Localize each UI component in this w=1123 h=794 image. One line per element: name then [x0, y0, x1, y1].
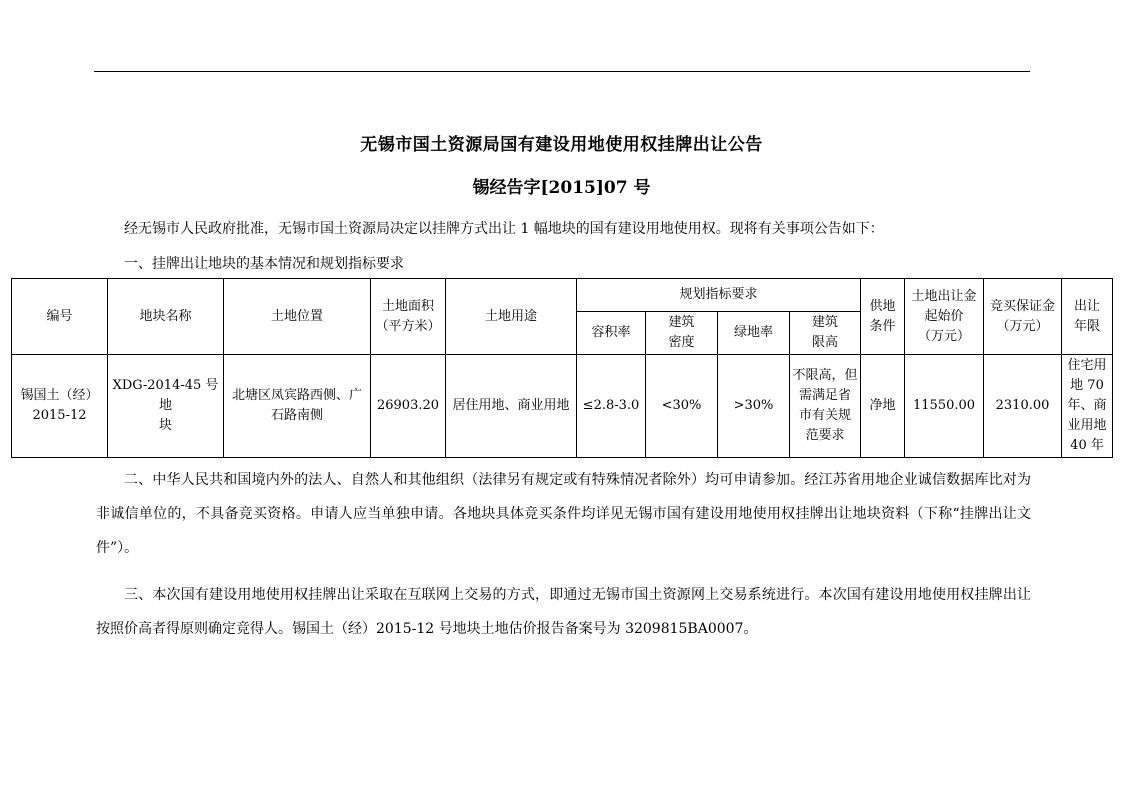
- cell-deposit: 2310.00: [984, 355, 1062, 458]
- header-start-price: 土地出让金 起始价 （万元）: [905, 279, 984, 355]
- cell-supply: 净地: [861, 355, 905, 458]
- header-deposit: 竞买保证金 （万元）: [984, 279, 1062, 355]
- header-area: 土地面积 （平方米）: [371, 279, 446, 355]
- cell-start-price: 11550.00: [905, 355, 984, 458]
- cell-area: 26903.20: [371, 355, 446, 458]
- cell-green-rate: >30%: [718, 355, 790, 458]
- cell-location: 北塘区凤宾路西侧、广 石路南侧: [224, 355, 371, 458]
- cell-number: 锡国土（经） 2015-12: [12, 355, 108, 458]
- cell-use: 居住用地、商业用地: [446, 355, 577, 458]
- header-number: 编号: [12, 279, 108, 355]
- intro-paragraph: 经无锡市人民政府批准，无锡市国土资源局决定以挂牌方式出让 1 幅地块的国有建设用地使用权。现将有关事项公告如下：: [124, 221, 884, 237]
- cell-far: ≤2.8-3.0: [577, 355, 646, 458]
- header-supply: 供地 条件: [861, 279, 905, 355]
- document-title: 无锡市国土资源局国有建设用地使用权挂牌出让公告: [360, 135, 763, 155]
- header-location: 土地位置: [224, 279, 371, 355]
- cell-parcel-name: XDG-2014-45 号地 块: [108, 355, 224, 458]
- cell-density: <30%: [646, 355, 718, 458]
- section-1-heading: 一、挂牌出让地块的基本情况和规划指标要求: [124, 256, 404, 272]
- table-row: [12, 355, 1113, 458]
- header-use: 土地用途: [446, 279, 577, 355]
- land-parcel-table: [11, 278, 1113, 458]
- header-height: 建筑 限高: [790, 312, 861, 355]
- header-planning-group: 规划指标要求: [577, 279, 861, 312]
- header-term: 出让 年限: [1062, 279, 1113, 355]
- document-number: 锡经告字[2015]07 号: [472, 178, 651, 198]
- header-rule: [94, 71, 1030, 72]
- table-header-row-1: [12, 279, 1113, 312]
- cell-height: 不限高，但 需满足省 市有关规 范要求: [790, 355, 861, 458]
- header-parcel-name: 地块名称: [108, 279, 224, 355]
- section-3-paragraph: 三、本次国有建设用地使用权挂牌出让采取在互联网上交易的方式，即通过无锡市国土资源网上交易系统进行。本次国有建设用地使用权挂牌出让按照价高者得原则确定竞得人。锡国土（经）2015-12 号地块土地估价报告备案号为 3209815BA0007。: [96, 587, 1031, 637]
- header-green-rate: 绿地率: [718, 312, 790, 355]
- header-density: 建筑 密度: [646, 312, 718, 355]
- header-far: 容积率: [577, 312, 646, 355]
- section-2-paragraph: 二、中华人民共和国境内外的法人、自然人和其他组织（法律另有规定或有特殊情况者除外）均可申请参加。经江苏省用地企业诚信数据库比对为非诚信单位的，不具备竞买资格。申请人应当单独申请。各地块具体竞买条件均详见无锡市国有建设用地使用权挂牌出让地块资料（下称“挂牌出让文件”）。: [96, 472, 1031, 556]
- cell-term: 住宅用 地 70 年、商 业用地 40 年: [1062, 355, 1113, 458]
